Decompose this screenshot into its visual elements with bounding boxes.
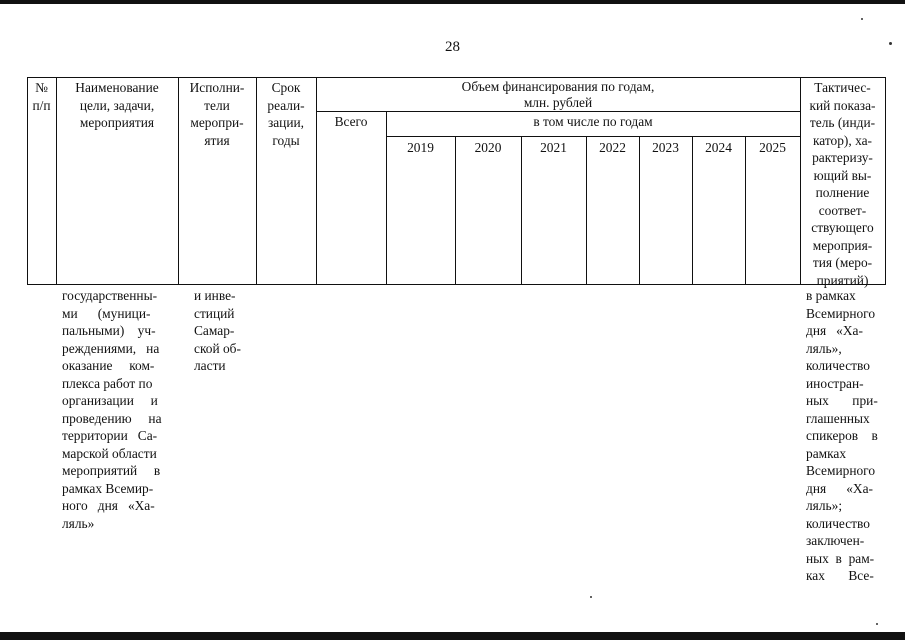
text-line: ных при- [806, 393, 878, 408]
text-line: ляль»; [806, 498, 843, 513]
text-line: плекса работ по [62, 375, 153, 391]
funding-divider-line [316, 111, 800, 112]
header-funding-title: Объем финансирования по годам, млн. рублей [461, 79, 655, 110]
header-top-line [27, 77, 885, 78]
text-line: глашенных [806, 410, 870, 426]
col-line [386, 111, 387, 285]
header-bottom-line [27, 284, 885, 285]
row-indicator-text [806, 287, 886, 585]
scan-speck [876, 623, 878, 625]
header-term: Срок реали- зации, годы [267, 80, 305, 148]
page-number: 28 [445, 39, 460, 55]
years-divider-line [386, 136, 800, 137]
header-year-2024: 2024 [705, 140, 732, 155]
row-name-text [62, 287, 174, 532]
text-line: ской об- [194, 340, 241, 356]
text-line: ми (муници- [62, 305, 151, 321]
text-line: мероприятий в [62, 463, 161, 478]
col-line [521, 136, 522, 285]
header-year-2021: 2021 [540, 140, 567, 155]
text-line: рамках Всемир- [62, 480, 154, 496]
text-line: территории Са- [62, 428, 158, 443]
text-line: пальными) уч- [62, 323, 156, 338]
col-line [639, 136, 640, 285]
text-line: количество [806, 515, 870, 531]
text-line: дня «Ха- [806, 323, 863, 338]
text-line: в рамках [806, 288, 856, 303]
text-line: ляль» [62, 515, 95, 531]
bottom-border [0, 632, 905, 640]
header-num: № п/п [32, 80, 51, 113]
text-line: реждениями, на [62, 340, 160, 356]
scan-speck [590, 596, 592, 598]
text-line: стиций [194, 305, 235, 321]
text-line: организации и [62, 393, 158, 408]
text-line: спикеров в [806, 428, 878, 443]
col-line [586, 136, 587, 285]
scan-speck [861, 18, 863, 20]
header-by-years: в том числе по годам [533, 114, 653, 129]
row-executors-text [194, 287, 254, 375]
top-border [0, 0, 905, 4]
col-line [885, 77, 886, 285]
header-name: Наименование цели, задачи, мероприятия [75, 80, 159, 130]
col-line [745, 136, 746, 285]
scan-speck [889, 42, 892, 45]
header-executors: Исполни- тели меропри- ятия [189, 80, 245, 148]
text-line: Всемирного [806, 305, 876, 321]
text-line: количество [806, 358, 870, 373]
text-line: ласти [194, 358, 226, 373]
header-year-2020: 2020 [474, 140, 502, 155]
text-line: оказание ком- [62, 358, 155, 373]
text-line: марской области [62, 445, 157, 461]
header-indicator: Тактичес- кий показа- тель (инди- катор), ха- рактеризу- ющий вы- полнение соответ- ствующего мероприя- тия (меро- приятий) [809, 80, 876, 288]
text-line: государственны- [62, 288, 158, 303]
text-line: ках Все- [806, 568, 874, 583]
text-line: дня «Ха- [806, 480, 873, 496]
header-year-2022: 2022 [599, 140, 626, 155]
header-total: Всего [334, 114, 368, 129]
text-line: ного дня «Ха- [62, 498, 155, 513]
header-year-2019: 2019 [407, 140, 434, 155]
text-line: Самар- [194, 323, 235, 338]
text-line: и инве- [194, 288, 236, 303]
text-line: ных в рам- [806, 550, 875, 566]
text-line: ляль», [806, 340, 842, 356]
text-line: Всемирного [806, 463, 876, 478]
header-year-2023: 2023 [652, 140, 679, 155]
text-line: иностран- [806, 375, 864, 391]
col-line [692, 136, 693, 285]
col-line [455, 136, 456, 285]
text-line: рамках [806, 445, 847, 461]
text-line: проведению на [62, 410, 162, 426]
header-year-2025: 2025 [759, 140, 786, 155]
text-line: заключен- [806, 533, 865, 548]
